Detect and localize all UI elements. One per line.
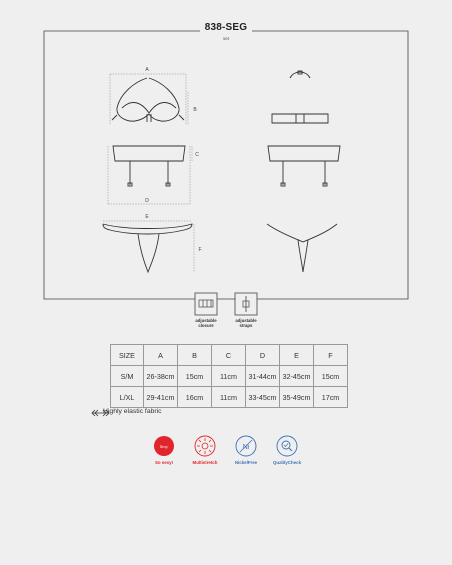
product-title: 838-SEG: [204, 22, 248, 33]
feature-label-straps-line1: adjustable: [235, 318, 257, 323]
size-table-cell: 11cm: [212, 366, 246, 387]
size-table-cell: 29-41cm: [144, 387, 178, 408]
badge-label-quality-check: QualityCheck: [272, 460, 302, 465]
size-table-cell: 15cm: [314, 366, 348, 387]
size-table-cell: S/M: [111, 366, 144, 387]
garter-back-drawing: [268, 146, 340, 186]
dimension-label-c: C: [195, 152, 199, 158]
adjustable-straps-icon: [235, 293, 257, 315]
size-table-cell: 33-45cm: [246, 387, 280, 408]
so-sexy-icon: [154, 436, 174, 456]
dimension-label-a: A: [145, 67, 149, 73]
size-table-header-cell: SIZE: [111, 345, 144, 366]
svg-text:Sexy: Sexy: [159, 444, 169, 449]
size-table-cell: 32-45cm: [280, 366, 314, 387]
table-row: [111, 387, 348, 408]
elastic-note: Highly elastic fabric: [103, 408, 162, 415]
feature-label-closure-line1: adjustable: [195, 318, 217, 323]
size-table-cell: 11cm: [212, 387, 246, 408]
size-table-header-row: [111, 345, 348, 366]
adjustable-closure-icon: [195, 293, 217, 315]
size-table-header-cell: C: [212, 345, 246, 366]
size-table-header-cell: D: [246, 345, 280, 366]
dimension-label-f: F: [198, 247, 202, 253]
size-table-header-cell: B: [178, 345, 212, 366]
size-table-cell: 26-38cm: [144, 366, 178, 387]
garter-front-drawing: [113, 146, 185, 186]
feature-label-closure-line2: closure: [198, 323, 214, 328]
size-table-cell: 17cm: [314, 387, 348, 408]
product-subtitle: set: [222, 36, 229, 41]
size-table-cell: 31-44cm: [246, 366, 280, 387]
thong-front-drawing: [103, 224, 192, 272]
size-table-header-cell: E: [280, 345, 314, 366]
badge-label-multistretch: Multistretch: [192, 460, 218, 465]
bra-back-drawing: [272, 71, 328, 123]
bra-front-drawing: [112, 78, 184, 122]
size-table-header-cell: F: [314, 345, 348, 366]
badge-label-so-sexy: So sexy!: [154, 460, 174, 465]
thong-back-drawing: [267, 224, 337, 272]
badge-label-nickel-free: NickelFree: [234, 460, 258, 465]
feature-label-closure: [186, 318, 226, 328]
nickel-free-icon: [236, 436, 256, 456]
size-table: [110, 344, 348, 408]
quality-check-icon: [277, 436, 297, 456]
table-row: [111, 366, 348, 387]
dimension-label-b: B: [193, 107, 197, 113]
feature-label-straps-line2: straps: [239, 323, 253, 328]
dimension-label-d: D: [145, 198, 149, 204]
svg-text:Ni: Ni: [242, 444, 250, 451]
size-table-header-cell: A: [144, 345, 178, 366]
size-table-cell: L/XL: [111, 387, 144, 408]
feature-label-straps: [226, 318, 266, 328]
size-table-cell: 15cm: [178, 366, 212, 387]
size-table-cell: 16cm: [178, 387, 212, 408]
dimension-label-e: E: [145, 214, 149, 220]
multistretch-icon: [195, 436, 215, 456]
size-table-cell: 35-49cm: [280, 387, 314, 408]
diagram-frame: [44, 31, 408, 299]
